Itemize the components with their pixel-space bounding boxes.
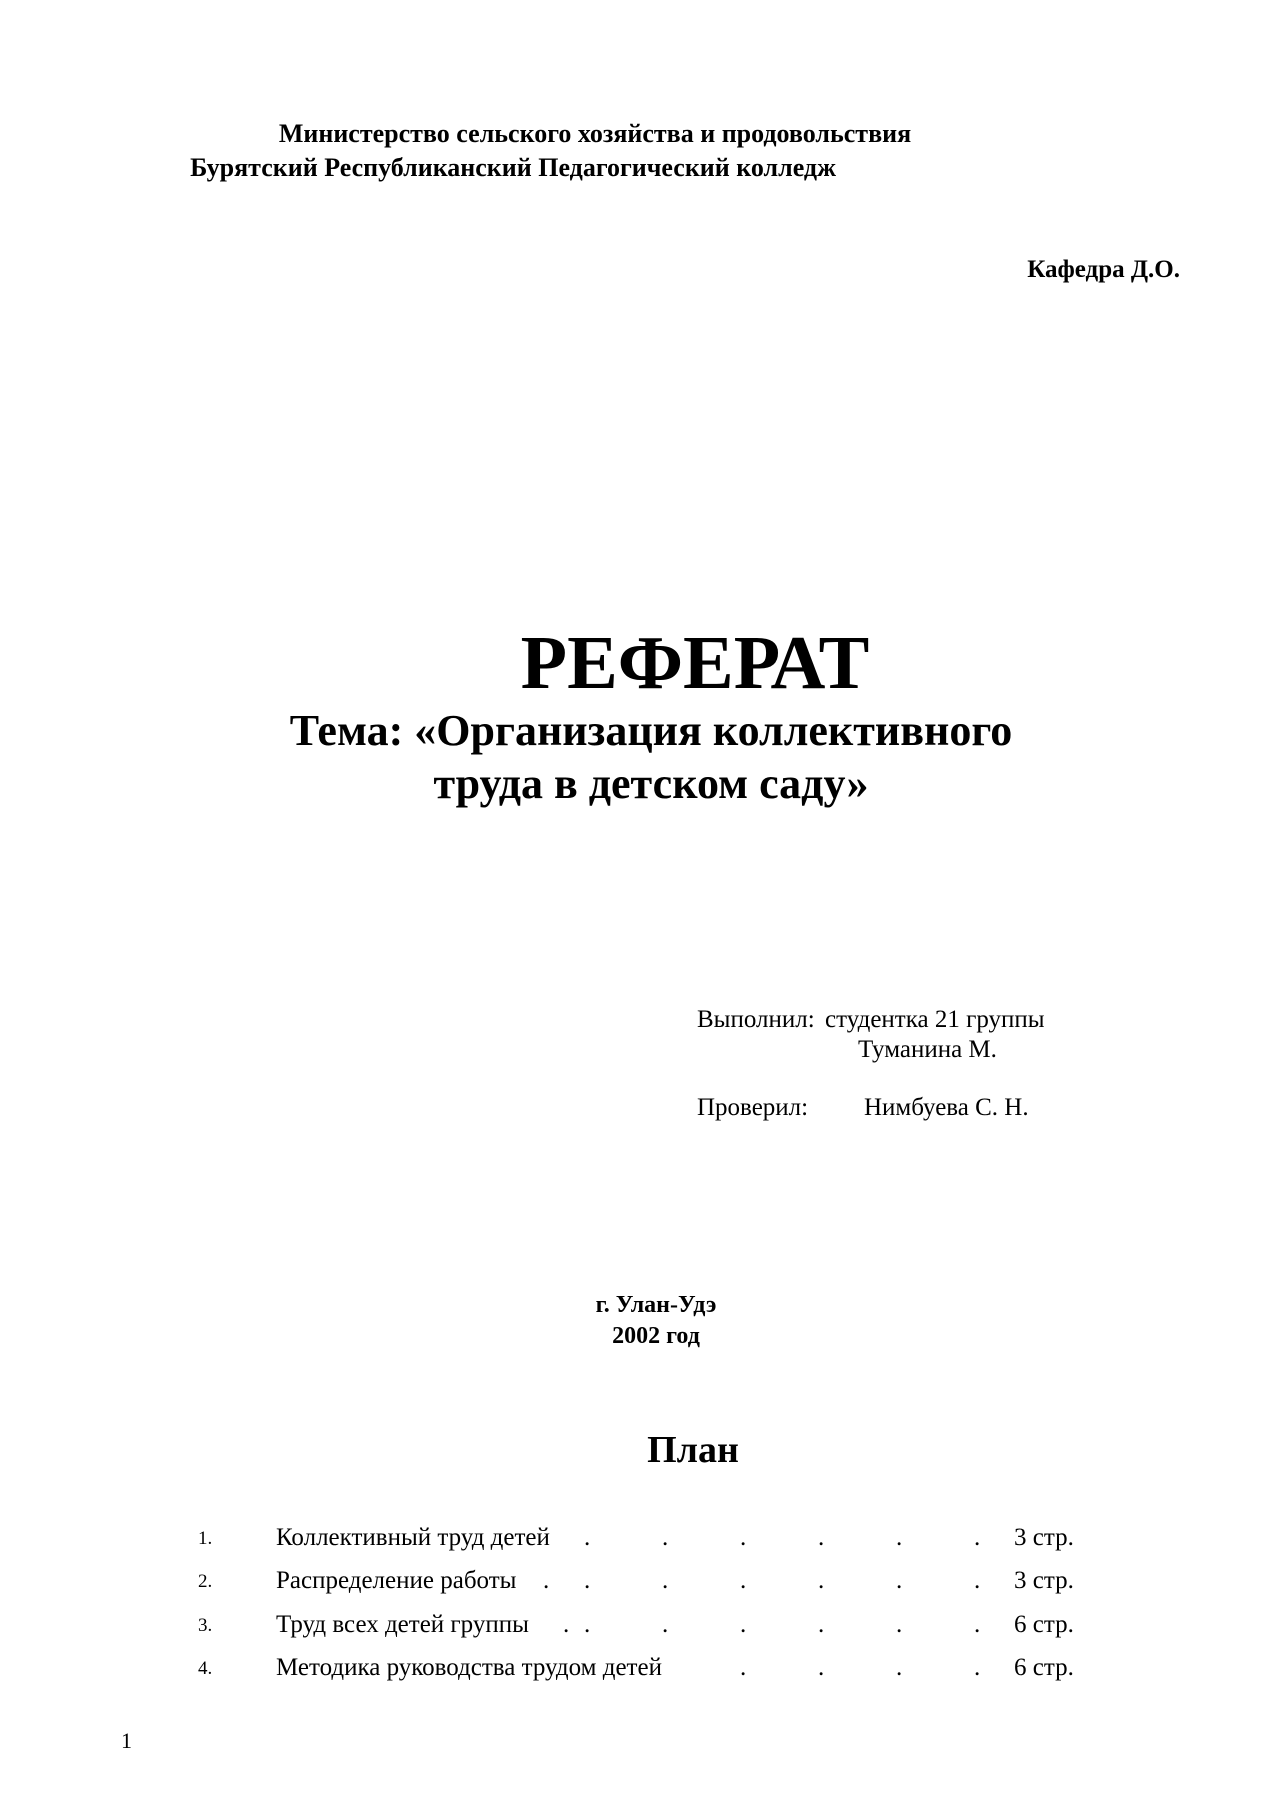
toc-number: 1.	[198, 1528, 213, 1549]
toc-leader-dot: .	[584, 1567, 591, 1594]
toc-leader-dot: .	[662, 1567, 669, 1594]
toc-leader-dot: .	[896, 1524, 903, 1551]
performed-value: студентка 21 группы	[825, 1006, 1045, 1033]
toc-page: 6 стр.	[1014, 1611, 1074, 1638]
toc-leader-dot: .	[662, 1611, 669, 1638]
toc-leader-dot: .	[740, 1567, 747, 1594]
toc-page: 3 стр.	[1014, 1524, 1074, 1551]
toc-leader-dot: .	[896, 1654, 903, 1681]
toc-leader-dot: .	[896, 1567, 903, 1594]
toc-number: 3.	[198, 1615, 213, 1636]
document-title: РЕФЕРАТ	[520, 621, 870, 705]
toc-leader-dot: .	[740, 1611, 747, 1638]
toc-leader-dot: .	[543, 1567, 550, 1594]
toc-page: 3 стр.	[1014, 1567, 1074, 1594]
toc-leader-dot: .	[584, 1611, 591, 1638]
toc-leader-dot: .	[818, 1567, 825, 1594]
toc-label: Распределение работы	[276, 1567, 517, 1594]
topic-line-2: труда в детском саду»	[433, 759, 869, 808]
toc-leader-dot: .	[974, 1567, 981, 1594]
toc-page: 6 стр.	[1014, 1654, 1074, 1681]
toc-leader-dot: .	[662, 1524, 669, 1551]
checked-label: Проверил:	[697, 1094, 809, 1121]
toc-row	[0, 1524, 1280, 1564]
city-label: г. Улан-Удэ	[595, 1292, 717, 1318]
toc-label: Методика руководства трудом детей	[276, 1654, 662, 1681]
toc-leader-dot: .	[896, 1611, 903, 1638]
toc-row	[0, 1567, 1280, 1607]
toc-leader-dot: .	[740, 1524, 747, 1551]
toc-row	[0, 1654, 1280, 1694]
department-label: Кафедра Д.О.	[1027, 256, 1180, 283]
page-number: 1	[121, 1728, 132, 1753]
toc-leader-dot: .	[818, 1611, 825, 1638]
toc-leader-dot: .	[740, 1654, 747, 1681]
checked-value: Нимбуева С. Н.	[864, 1094, 1029, 1121]
toc-number: 2.	[198, 1571, 213, 1592]
toc-leader-dot: .	[974, 1611, 981, 1638]
topic-line-1: Тема: «Организация коллективного	[289, 706, 1013, 755]
toc-leader-dot: .	[818, 1654, 825, 1681]
toc-leader-dot: .	[974, 1654, 981, 1681]
toc-row	[0, 1611, 1280, 1651]
college-heading: Бурятский Республиканский Педагогический колледж	[190, 153, 836, 182]
toc-leader-dot: .	[563, 1611, 570, 1638]
plan-title: План	[647, 1429, 739, 1471]
toc-number: 4.	[198, 1658, 213, 1679]
performed-name: Туманина М.	[858, 1036, 997, 1063]
year-label: 2002 год	[612, 1323, 700, 1349]
ministry-heading: Министерство сельского хозяйства и продовольствия	[278, 119, 912, 148]
performed-label: Выполнил:	[697, 1006, 815, 1033]
toc-label: Труд всех детей группы	[276, 1611, 529, 1638]
toc-leader-dot: .	[974, 1524, 981, 1551]
toc-label: Коллективный труд детей	[276, 1524, 550, 1551]
toc-leader-dot: .	[584, 1524, 591, 1551]
toc-leader-dot: .	[818, 1524, 825, 1551]
